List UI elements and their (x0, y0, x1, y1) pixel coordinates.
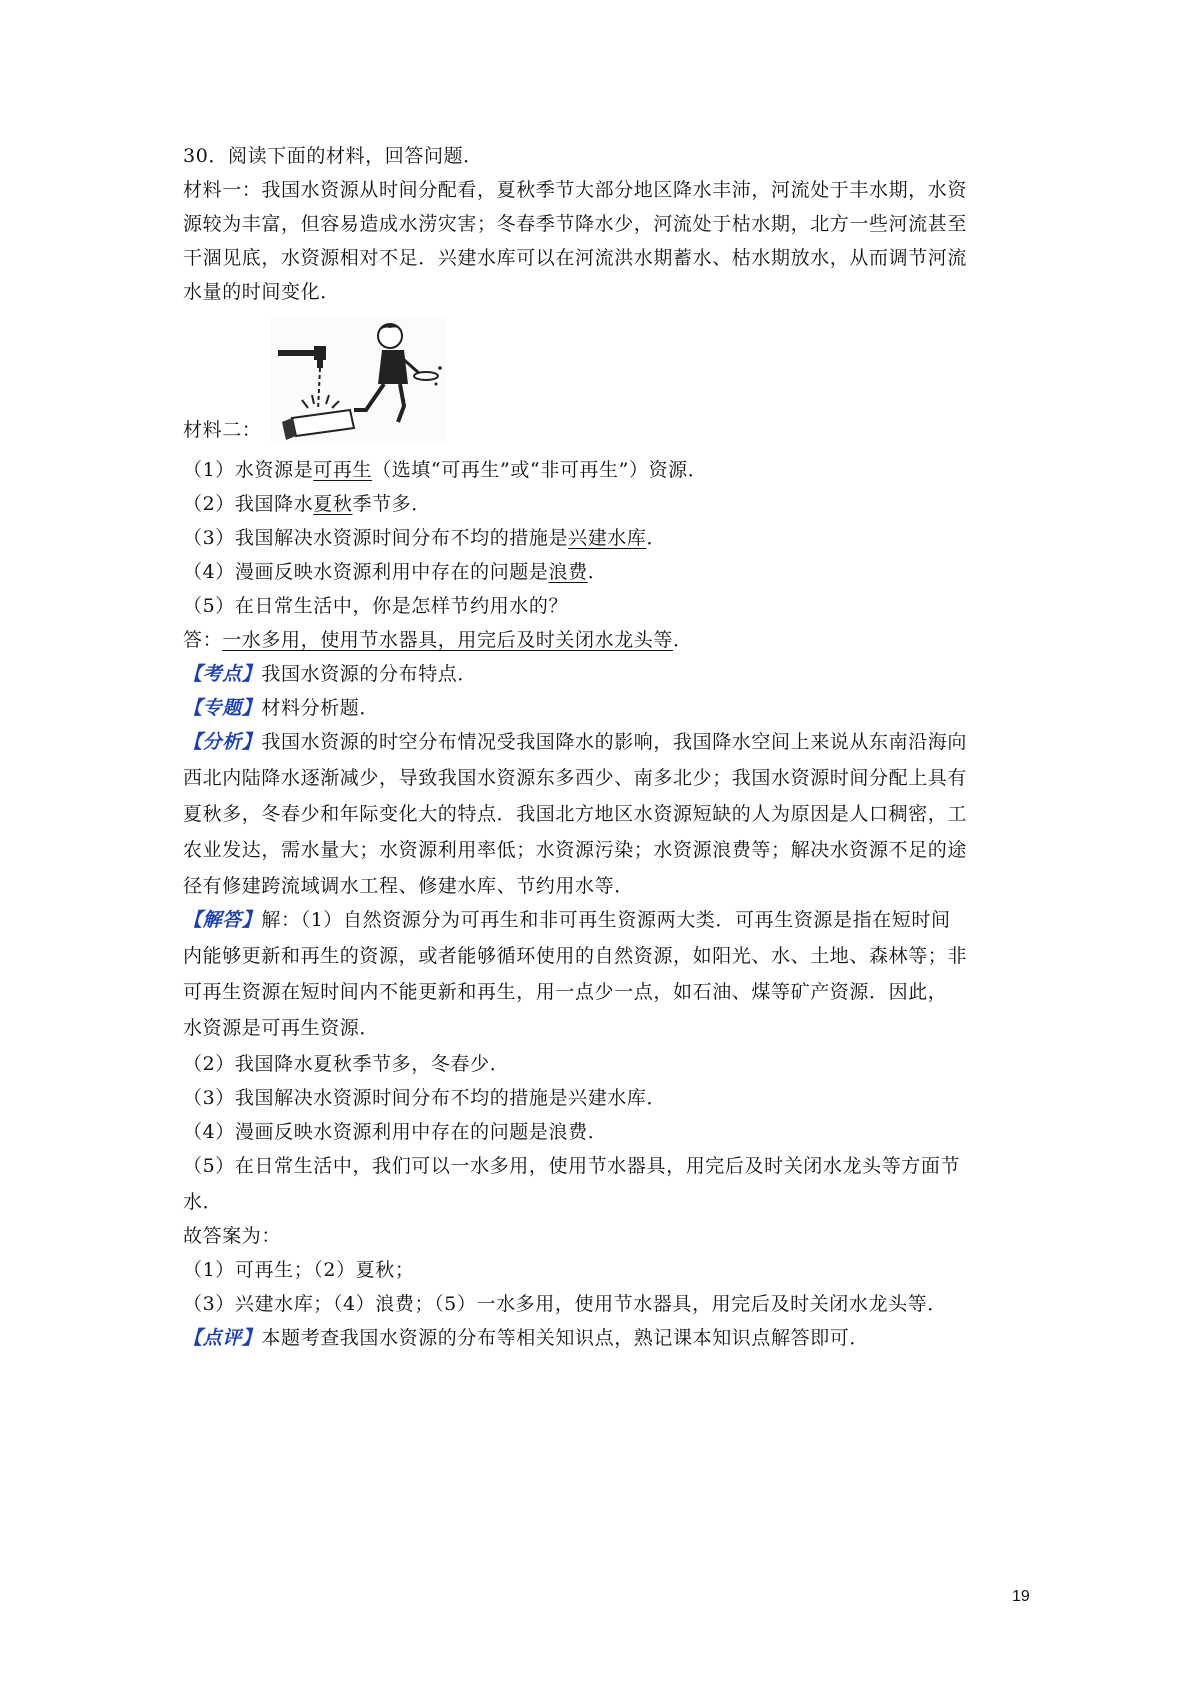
kaodian-section (183, 660, 1043, 688)
material1-line: 水量的时间变化． (183, 281, 340, 303)
q5-answer-suffix: ． (673, 629, 693, 651)
page-number: 19 (1012, 1588, 1030, 1605)
material1-line: 材料一：我国水资源从时间分配看，夏秋季节大部分地区降水丰沛，河流处于丰水期，水资 (183, 179, 968, 201)
jieda-line: 解：（1）自然资源分为可再生和非可再生资源两大类．可再生资源是指在短时间 (261, 909, 951, 931)
zhuanti-tag: 【专题】 (183, 697, 262, 719)
question-5: （5）在日常生活中，你是怎样节约用水的？ (183, 595, 569, 617)
q4-answer: 浪费 (548, 561, 588, 583)
fenxi-section (183, 728, 1043, 756)
q4-suffix: ． (587, 561, 608, 583)
jieda-line: （3）我国解决水资源时间分布不均的措施是兴建水库． (183, 1087, 667, 1109)
q1-answer: 可再生 (313, 459, 373, 481)
q1-prefix: （1）水资源是 (183, 459, 314, 481)
fenxi-line: 农业发达，需水量大；水资源利用率低；水资源污染；水资源浪费等；解决水资源不足的途 (183, 839, 968, 861)
jieda-line: （5）在日常生活中，我们可以一水多用，使用节水器具，用完后及时关闭水龙头等方面节 (183, 1155, 961, 1177)
zhuanti-text: 材料分析题． (261, 697, 380, 719)
jieda-line: 内能够更新和再生的资源，或者能够循环使用的自然资源，如阳光、水、土地、森林等；非 (183, 945, 968, 967)
question-5-answer (183, 626, 1043, 654)
jieda-line: 故答案为： (183, 1225, 282, 1247)
kaodian-tag: 【考点】 (183, 663, 262, 685)
fenxi-line: 我国水资源的时空分布情况受我国降水的影响，我国降水空间上来说从东南沿海向 (261, 731, 968, 753)
q5-answer-prefix: 答： (183, 629, 223, 651)
jieda-line: 可再生资源在短时间内不能更新和再生，用一点少一点，如石油、煤等矿产资源．因此， (183, 981, 948, 1003)
question-2 (183, 490, 1043, 518)
fenxi-tag: 【分析】 (183, 731, 262, 753)
jieda-line: （4）漫画反映水资源利用中存在的问题是浪费． (183, 1121, 608, 1143)
kaodian-text: 我国水资源的分布特点． (261, 663, 478, 685)
jieda-tag: 【解答】 (183, 909, 262, 931)
dianping-section (183, 1324, 1043, 1352)
dianping-text: 本题考查我国水资源的分布等相关知识点，熟记课本知识点解答即可． (261, 1327, 870, 1349)
question-4 (183, 558, 1043, 586)
jieda-line: 水资源是可再生资源． (183, 1017, 380, 1039)
jieda-line: （3）兴建水库；（4）浪费；（5）一水多用，使用节水器具，用完后及时关闭水龙头等． (183, 1293, 947, 1315)
jieda-line: （2）我国降水夏秋季节多，冬春少． (183, 1053, 510, 1075)
question-title: 30．阅读下面的材料，回答问题． (183, 145, 483, 167)
q2-suffix: 季节多． (352, 493, 431, 515)
zhuanti-section (183, 694, 1043, 722)
q3-answer: 兴建水库 (568, 527, 647, 549)
material2-label: 材料二： (183, 419, 262, 441)
q1-suffix: （选填“可再生”或“非可再生”）资源． (372, 459, 708, 481)
fenxi-line: 夏秋多，冬春少和年际变化大的特点．我国北方地区水资源短缺的人为原因是人口稠密，工 (183, 803, 968, 825)
q3-prefix: （3）我国解决水资源时间分布不均的措施是 (183, 527, 569, 549)
jieda-line: 水． (183, 1191, 223, 1213)
material1-line: 干涸见底，水资源相对不足．兴建水库可以在河流洪水期蓄水、枯水期放水，从而调节河流 (183, 247, 968, 269)
fenxi-line: 西北内陆降水逐渐减少，导致我国水资源东多西少、南多北少；我国水资源时间分配上具有 (183, 767, 968, 789)
jieda-line: （1）可再生；（2）夏秋； (183, 1259, 415, 1281)
material1-line: 源较为丰富，但容易造成水涝灾害；冬春季节降水少，河流处于枯水期，北方一些河流甚至 (183, 213, 968, 235)
dianping-tag: 【点评】 (183, 1327, 262, 1349)
q2-answer: 夏秋 (313, 493, 353, 515)
fenxi-line: 径有修建跨流域调水工程、修建水库、节约用水等． (183, 875, 634, 897)
jieda-section (183, 906, 1043, 934)
question-1 (183, 456, 1043, 484)
q4-prefix: （4）漫画反映水资源利用中存在的问题是 (183, 561, 549, 583)
question-3 (183, 524, 1043, 552)
q2-prefix: （2）我国降水 (183, 493, 314, 515)
q3-suffix: ． (646, 527, 667, 549)
q5-answer-text: 一水多用，使用节水器具，用完后及时关闭水龙头等 (222, 629, 674, 651)
